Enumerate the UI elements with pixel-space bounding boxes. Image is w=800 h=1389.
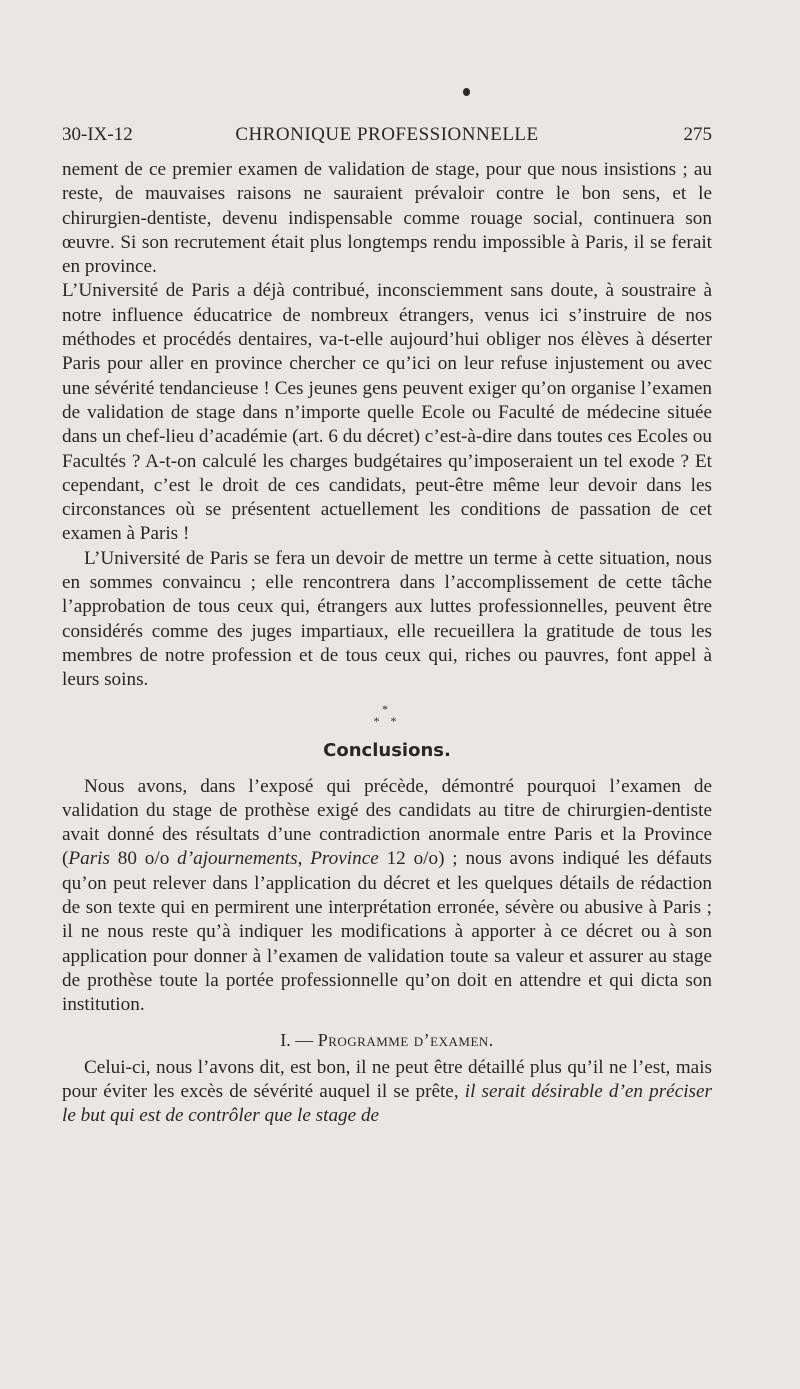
p4-paris: Paris — [68, 848, 110, 870]
paragraph-4 — [62, 775, 712, 1018]
paragraph-5 — [62, 1056, 712, 1129]
p4-text-b: 80 o/o — [109, 848, 178, 870]
running-header — [62, 124, 712, 148]
subsection-title: Programme d’examen. — [317, 1029, 494, 1050]
p4-text-a: Nous avons, dans l’exposé qui précède, démontré pourquoi l’examen de validation du stage de prothèse exigé des candidats au titre de chirurgien-dentiste avait donné des résultats d’une contradiction anormale entre Paris et la Province ( — [62, 775, 712, 870]
p5-italic: il serait désirable d’en préciser le but qui est de contrôler que le stage de — [62, 1080, 712, 1127]
section-asterism — [62, 703, 712, 727]
subsection-number: I. — — [280, 1029, 318, 1050]
ink-dot-mark — [463, 88, 470, 96]
p4-province: Province — [310, 848, 379, 870]
paragraph-1: nement de ce premier examen de validation de stage, pour que nous insistions ; au reste, de mauvaises raisons ne sauraient prévaloir contre le bon sens, et le chirurgien-dentiste, devenu indispensable comme rouage social, continuera son œuvre. Si son recrutement était plus longtemps rendu impossible à Paris, il se ferait en province. — [62, 159, 712, 278]
page-number: 275 — [683, 124, 712, 145]
paragraph-3: L’Université de Paris se fera un devoir de mettre un terme à cette situation, nous en sommes convaincu ; elle rencontrera dans l’accomplissement de cette tâche l’approbation de tous ceux qui, étrangers aux luttes professionnelles, peuvent être considérés comme des juges impartiaux, elle recueillera la gratitude de tous les membres de notre profession et de tous ceux qui, riches ou pauvres, font appel à leurs soins. — [62, 547, 712, 691]
page-body — [62, 158, 712, 1128]
p4-ajournements: d’ajournements — [177, 848, 298, 870]
paragraph-2: L’Université de Paris a déjà contribué, inconsciemment sans doute, à soustraire à notre influence éducatrice de nombreux étrangers, venus ici s’instruire de nos méthodes et procédés dentaires, va-t-elle aujourd’hui obliger nos élèves à déserter Paris pour aller en province chercher ce qu’ici on leur refuse injustement ou avec une sévérité tendancieuse ! Ces jeunes gens peuvent exiger qu’on organise l’examen de validation de stage dans n’importe quelle Ecole ou Faculté de médecine située dans un chef-lieu d’académie (art. 6 du décret) c’est-à-dire dans toutes ces Ecoles ou Facultés ? A-t-on calculé les charges budgétaires qu’imposeraient un tel exode ? Et cependant, c’est le droit de ces candidats, peut-être même leur devoir dans les circonstances où se présentent actuellement les conditions de passation de cet examen à Paris ! — [62, 280, 712, 545]
p4-text-c: , — [297, 848, 311, 870]
header-date: 30-IX-12 — [62, 124, 133, 145]
asterism-top: * — [382, 701, 392, 716]
subsection-heading — [62, 1028, 712, 1052]
p5-text: Celui-ci, nous l’avons dit, est bon, il ne peut être détaillé plus qu’il ne l’est, mais pour éviter les excès de sévérité auquel il se prête, — [62, 1056, 712, 1102]
p4-text-d: 12 o/o) ; nous avons indiqué les défauts qu’on peut relever dans l’application du décret et les quelques détails de rédaction de son texte qui en permirent une interprétation erronée, sévère ou abusive à Paris ; il ne nous reste qu’à indiquer les modifications à apporter à ce décret ou à son application pour donner à l’examen de validation toute sa valeur et assurer au stage de prothèse toute la portée professionnelle qu’on doit en attendre et qui dicta son institution. — [62, 848, 712, 1016]
header-title: CHRONIQUE PROFESSIONNELLE — [235, 124, 539, 145]
section-heading: Conclusions. — [323, 739, 451, 761]
asterism-bottom: * * — [373, 713, 401, 728]
